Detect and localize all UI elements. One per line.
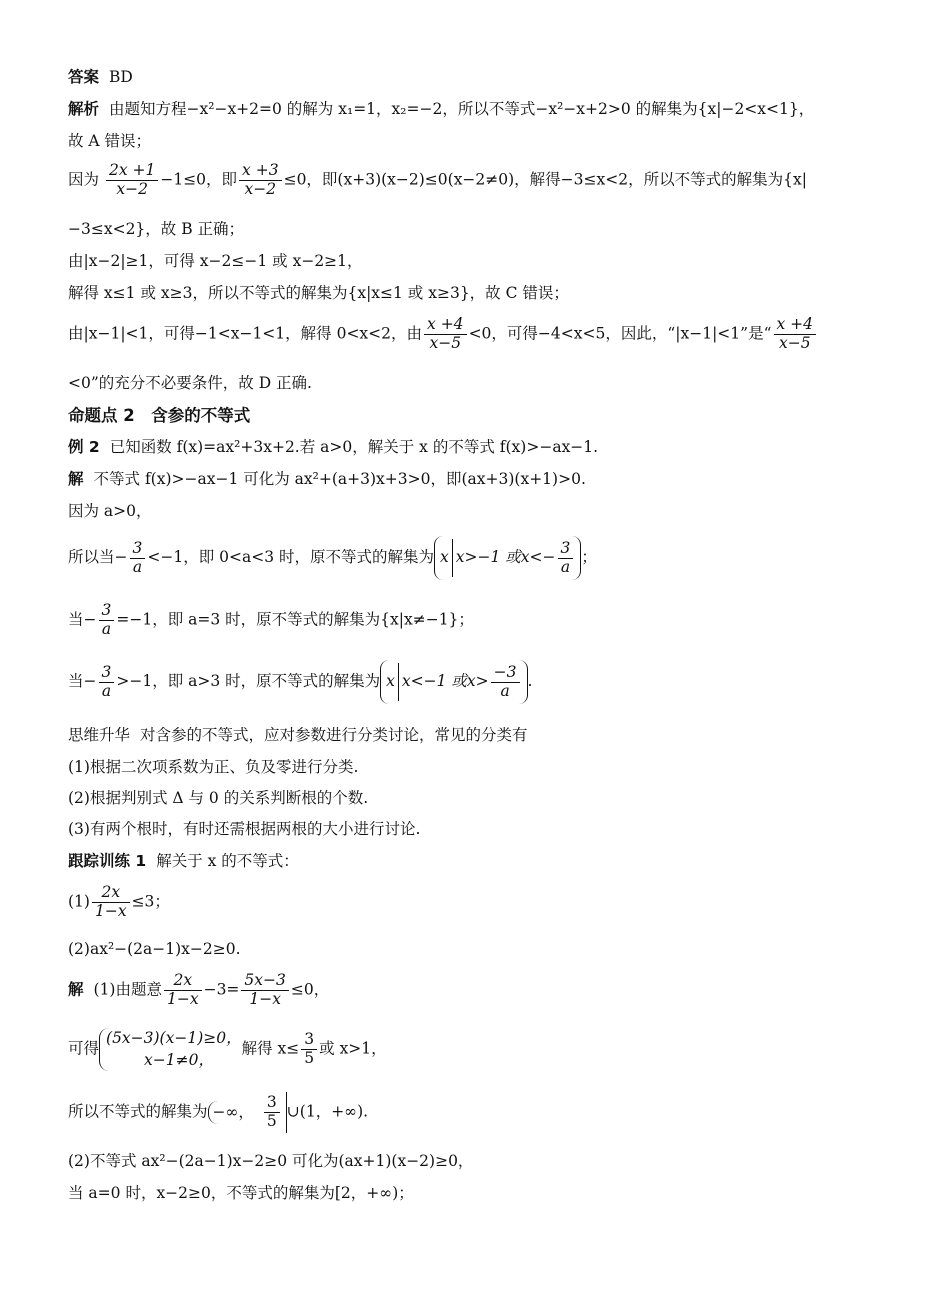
example-line: [68, 438, 598, 457]
solution-text: >−1，即 a>3 时，原不等式的解集为: [116, 672, 381, 690]
solution-label: 解: [68, 470, 84, 488]
thinking-text: 对含参的不等式，应对参数进行分类讨论，常见的分类有: [140, 726, 528, 744]
thinking-point-3: (3)有两个根时，有时还需根据两根的大小进行讨论.: [68, 820, 421, 838]
fraction: $\frac{x +4}{x-5}$: [774, 316, 817, 353]
fraction: $\frac{3}{5}$: [301, 1031, 317, 1068]
analysis-text: −1≤0，即: [160, 170, 238, 189]
solution-line-2: 因为 a>0，: [68, 502, 152, 520]
thinking-label: 思维升华: [68, 726, 131, 744]
fraction: $\frac{2x}{1-x}$: [92, 884, 130, 921]
interval-open: −∞，: [208, 1101, 258, 1124]
thinking-point-1: (1)根据二次项系数为正、负及零进行分类.: [68, 758, 359, 776]
equation-system: (5x−3)(x−1)≥0， x−1≠0，: [99, 1028, 242, 1071]
analysis-text-1: 由题知方程−x²−x+2=0 的解为 x₁=1，x₂=−2，所以不等式−x²−x+2>0 的解集为{x|−2<x<1}，: [109, 100, 815, 118]
fraction: $\frac{3}{a}$: [130, 540, 146, 577]
solution2-line-4: (2)不等式 ax²−(2a−1)x−2≥0 可化为(ax+1)(x−2)≥0，: [68, 1152, 474, 1170]
solution-text: .: [527, 672, 533, 690]
solution-text: ；: [581, 548, 597, 566]
solution-text: 当−: [68, 672, 97, 690]
solution-text-1: 不等式 f(x)>−ax−1 可化为 ax²+(a+3)x+3>0，即(ax+3)(x+1)>0.: [93, 470, 586, 488]
analysis-line-1: [68, 100, 814, 119]
training-question-1: [68, 884, 170, 921]
solution2-line-2: [68, 1028, 387, 1071]
fraction: $\frac{5x-3}{1-x}$: [241, 972, 288, 1009]
analysis-text: ≤0，即(x+3)(x−2)≤0(x−2≠0)，解得−3≤x<2，所以不等式的解集为{x|: [283, 170, 807, 189]
training-text: 解关于 x 的不等式：: [156, 852, 299, 870]
solution-case-1: [68, 536, 597, 580]
analysis-line-2: 故 A 错误；: [68, 132, 152, 150]
solution-text: =−1，即 a=3 时，原不等式的解集为{x|x≠−1}；: [116, 610, 474, 629]
analysis-text: <0，可得−4<x<5，因此，“|x−1|<1”是“: [468, 324, 772, 343]
analysis-text: 由|x−1|<1，可得−1<x−1<1，解得 0<x<2，由: [68, 324, 423, 343]
analysis-line-5: 由|x−2|≥1，可得 x−2≤−1 或 x−2≥1，: [68, 252, 363, 270]
analysis-line-8: <0”的充分不必要条件，故 D 正确.: [68, 374, 312, 392]
answer-line: [68, 68, 133, 87]
section-title: 命题点 2 含参的不等式: [68, 406, 251, 425]
answer-label: 答案: [68, 68, 100, 86]
training-line: [68, 852, 299, 871]
analysis-label: 解析: [68, 100, 100, 118]
training-label: 跟踪训练 1: [68, 852, 147, 870]
solution2-text: ≤0，: [290, 980, 330, 999]
interval-close: [258, 1092, 287, 1133]
training-text: ≤3；: [131, 892, 170, 911]
solution-case-2: [68, 602, 474, 639]
thinking-line: [68, 726, 528, 745]
solution-text: 当−: [68, 610, 97, 629]
fraction: $\frac{x +4}{x-5}$: [424, 316, 467, 353]
solution-case-3: [68, 660, 532, 704]
solution2-text: ∪(1，+∞).: [286, 1102, 369, 1121]
fraction: $\frac{3}{5}$: [264, 1094, 280, 1131]
analysis-line-3: [68, 162, 807, 199]
solution2-line-5: 当 a=0 时，x−2≥0，不等式的解集为[2，+∞)；: [68, 1184, 414, 1202]
thinking-point-2: (2)根据判别式 Δ 与 0 的关系判断根的个数.: [68, 789, 369, 807]
analysis-text: 因为: [68, 170, 100, 189]
analysis-line-6: 解得 x≤1 或 x≥3，所以不等式的解集为{x|x≤1 或 x≥3}，故 C 错误；: [68, 284, 569, 302]
fraction: $\frac{x +3}{x-2}$: [239, 162, 282, 199]
solution2-text: 可得: [68, 1039, 100, 1058]
training-question-2: (2)ax²−(2a−1)x−2≥0.: [68, 940, 241, 958]
solution-line-1: [68, 470, 586, 489]
fraction: $\frac{3}{a}$: [558, 540, 574, 577]
solution2-text: 或 x>1，: [319, 1039, 387, 1058]
solution2-line-1: [68, 972, 329, 1009]
fraction: $\frac{-3}{a}$: [491, 664, 520, 701]
answer-value: BD: [109, 68, 133, 86]
fraction: $\frac{3}{a}$: [99, 602, 115, 639]
analysis-line-7: [68, 316, 818, 353]
example-text: 已知函数 f(x)=ax²+3x+2.若 a>0，解关于 x 的不等式 f(x)>−ax−1.: [109, 438, 599, 456]
solution2-label: 解: [68, 980, 84, 999]
solution-set: x x>−1 或x<− $\frac{3}{a}$: [434, 536, 581, 580]
solution2-text: 所以不等式的解集为: [68, 1102, 208, 1121]
fraction: $\frac{2x}{1-x}$: [164, 972, 202, 1009]
solution2-text: 解得 x≤: [241, 1039, 300, 1058]
solution2-text: (1)由题意: [93, 980, 162, 999]
solution-text: <−1，即 0<a<3 时，原不等式的解集为: [147, 548, 435, 566]
solution-set: x x<−1 或x> $\frac{-3}{a}$: [380, 660, 527, 704]
training-text: (1): [68, 892, 90, 911]
solution-text: 所以当−: [68, 548, 128, 566]
fraction: $\frac{3}{a}$: [99, 664, 115, 701]
example-label: 例 2: [68, 438, 100, 456]
analysis-line-4: −3≤x<2}，故 B 正确；: [68, 220, 245, 238]
fraction: $\frac{2x +1}{x-2}$: [106, 162, 158, 199]
solution2-line-3: [68, 1092, 368, 1133]
solution2-text: −3=: [203, 980, 240, 999]
